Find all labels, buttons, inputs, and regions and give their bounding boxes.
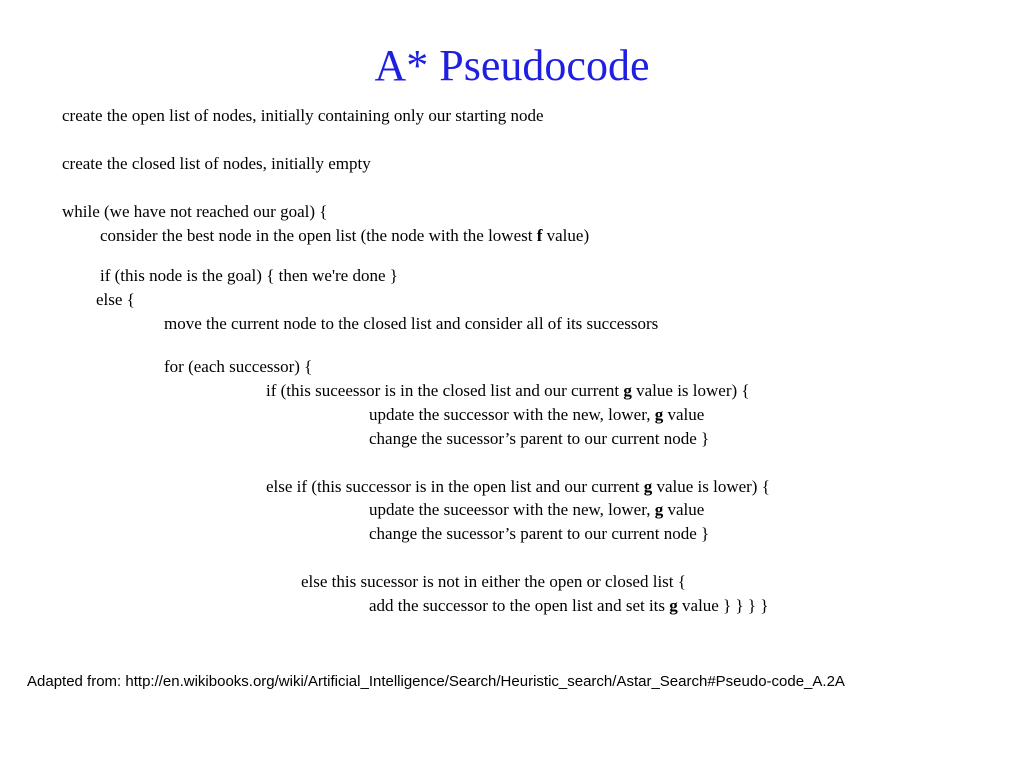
code-text: value } } } } — [677, 596, 769, 615]
slide-title: A* Pseudocode — [374, 41, 650, 90]
code-text: consider the best node in the open list (the node with the lowest — [100, 226, 537, 245]
code-text: value — [663, 405, 705, 424]
code-emphasis: g — [669, 596, 678, 615]
code-text: value is lower) { — [631, 381, 750, 400]
code-line-16 — [369, 595, 768, 617]
code-text: value — [663, 500, 705, 519]
code-line-7: move the current node to the closed list and consider all of its successors — [164, 314, 659, 333]
code-text: if (this suceessor is in the closed list and our current — [266, 381, 624, 400]
code-emphasis: g — [623, 381, 632, 400]
code-text: add the successor to the open list and set its — [369, 596, 670, 615]
code-line-12 — [266, 476, 770, 498]
code-text: value) — [542, 226, 590, 245]
code-emphasis: g — [654, 405, 664, 424]
code-line-9 — [266, 380, 750, 402]
code-line-2: create the closed list of nodes, initially empty — [62, 154, 371, 173]
source-attribution: Adapted from: http://en.wikibooks.org/wiki/Artificial_Intelligence/Search/Heuristic_search/Astar_Search#Pseudo-code_A.2A — [27, 673, 845, 690]
code-line-10 — [369, 404, 704, 426]
code-line-4 — [100, 225, 589, 247]
code-line-11: change the sucessor’s parent to our current node } — [369, 429, 710, 448]
code-line-6: else { — [96, 290, 135, 309]
code-text: else if (this successor is in the open list and our current — [266, 477, 644, 496]
code-text: update the suceessor with the new, lower, — [369, 500, 655, 519]
code-emphasis: g — [643, 477, 653, 496]
code-emphasis: f — [536, 226, 543, 245]
code-text: update the successor with the new, lower, — [369, 405, 655, 424]
code-line-8: for (each successor) { — [164, 357, 313, 376]
code-line-14: change the sucessor’s parent to our current node } — [369, 524, 710, 543]
code-emphasis: g — [654, 500, 664, 519]
code-line-15: else this sucessor is not in either the open or closed list { — [301, 572, 686, 591]
code-line-13 — [369, 499, 704, 521]
code-line-3: while (we have not reached our goal) { — [62, 202, 328, 221]
code-text: value is lower) { — [652, 477, 770, 496]
code-line-5: if (this node is the goal) { then we're done } — [100, 266, 398, 285]
code-line-1: create the open list of nodes, initially containing only our starting node — [62, 106, 544, 125]
